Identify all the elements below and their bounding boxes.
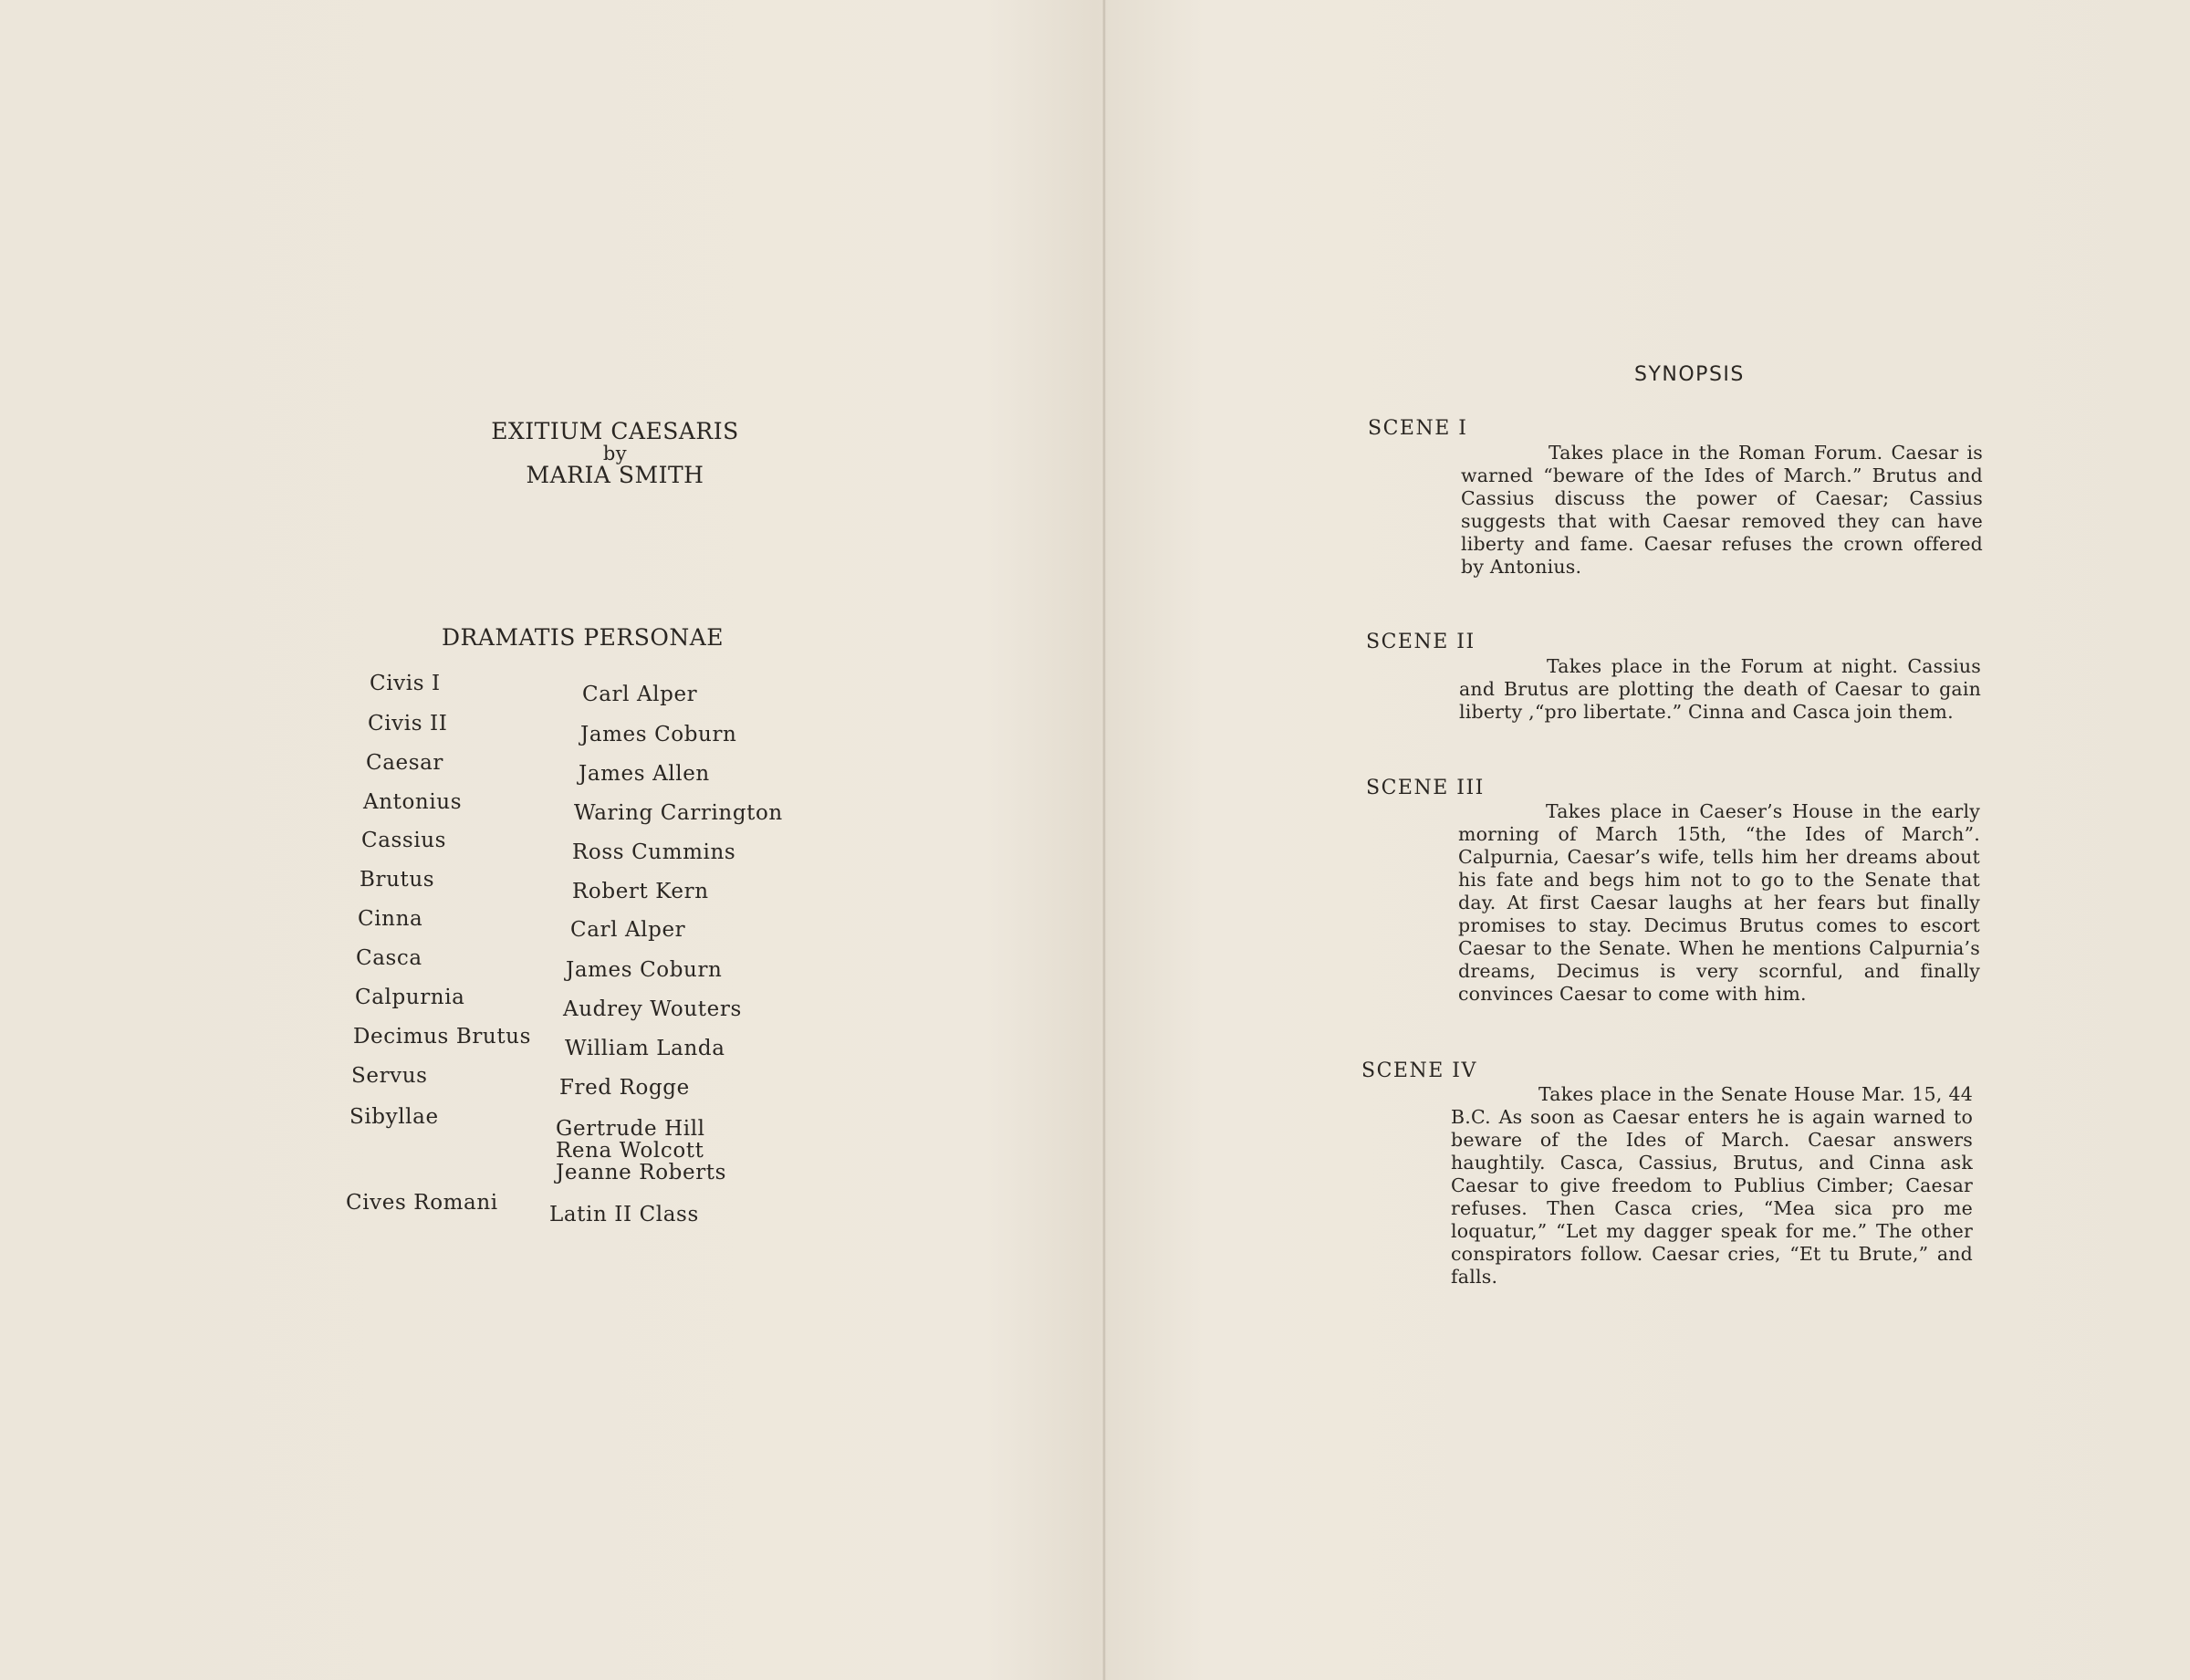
cast-actor: James Coburn — [566, 958, 723, 982]
cast-role: Brutus — [360, 868, 435, 892]
by-line: by — [602, 443, 628, 464]
cast-role: Civis I — [370, 672, 441, 695]
scene-label: SCENE II — [1366, 631, 1476, 653]
cast-actor: Latin II Class — [549, 1203, 699, 1226]
cast-actor: Carl Alper — [582, 683, 698, 706]
cast-actor: James Coburn — [580, 723, 737, 746]
author-name: MARIA SMITH — [526, 462, 704, 488]
scene-description: Takes place in Caeser’s House in the early morning of March 15th, “the Ides of March”. Calpurnia, Caesar’s wife, tells him her dreams about his fate and begs him not to go to the Senate that day. At first Caesar laughs at her fears but finally promises to stay. Decimus Brutus comes to escort Caesar to the Senate. When he mentions Calpurnia’s dreams, Decimus is very scornful, and finally convinces Caesar to come with him. — [1458, 800, 1980, 1005]
scene-label: SCENE I — [1368, 417, 1468, 440]
cast-role: Antonius — [363, 790, 463, 814]
cast-actor: Audrey Wouters — [563, 997, 742, 1021]
cast-actor: William Landa — [565, 1037, 725, 1060]
cast-role: Cives Romani — [346, 1191, 498, 1215]
cast-role: Caesar — [366, 751, 444, 775]
cast-actor: Rena Wolcott — [556, 1139, 704, 1163]
scene-label: SCENE III — [1366, 777, 1485, 799]
cast-role: Calpurnia — [355, 986, 465, 1009]
play-title: EXITIUM CAESARIS — [491, 418, 739, 444]
cast-actor: Ross Cummins — [572, 840, 736, 864]
scene-text — [1458, 800, 1980, 1006]
cast-role: Cassius — [361, 829, 447, 852]
cast-actor-group — [556, 1118, 726, 1184]
scene-text — [1451, 1083, 1973, 1289]
scene-text — [1459, 655, 1981, 724]
synopsis-heading: SYNOPSIS — [1634, 363, 1745, 386]
cast-actor: Robert Kern — [572, 880, 709, 903]
cast-actor: Fred Rogge — [559, 1076, 690, 1100]
cast-role: Decimus Brutus — [353, 1025, 531, 1049]
cast-role: Servus — [351, 1064, 428, 1088]
cast-role: Casca — [356, 946, 422, 970]
cast-actor: Waring Carrington — [574, 801, 783, 825]
cast-role: Cinna — [358, 907, 423, 931]
cast-actor: Jeanne Roberts — [556, 1161, 727, 1184]
scene-description: Takes place in the Forum at night. Cassius and Brutus are plotting the death of Caesar to gain liberty ,“pro libertate.” Cinna and Casca join them. — [1459, 655, 1981, 723]
cast-actor: James Allen — [579, 762, 710, 786]
cast-actor: Gertrude Hill — [556, 1117, 705, 1141]
scene-description: Takes place in the Senate House Mar. 15, 44 B.C. As soon as Caesar enters he is again warned to beware of the Ides of March. Caesar answers haughtily. Casca, Cassius, Brutus, and Cinna ask Caesar to give freedom to Publius Cimber; Caesar refuses. Then Casca cries, “Mea sica pro me loquatur,” “Let my dagger speak for me.” The other conspirators follow. Caesar cries, “Et tu Brute,” and falls. — [1451, 1083, 1973, 1288]
dramatis-personae-heading: DRAMATIS PERSONAE — [442, 624, 725, 651]
scene-label: SCENE IV — [1361, 1059, 1477, 1082]
scene-description: Takes place in the Roman Forum. Caesar is warned “beware of the Ides of March.” Brutus and Cassius discuss the power of Caesar; Cassius suggests that with Caesar removed they can have liberty and fame. Caesar refuses the crown offered by Antonius. — [1461, 442, 1983, 578]
cast-role: Civis II — [368, 712, 448, 736]
cast-role: Sibyllae — [349, 1105, 439, 1129]
scene-text — [1461, 442, 1983, 579]
cast-actor: Carl Alper — [570, 918, 686, 942]
